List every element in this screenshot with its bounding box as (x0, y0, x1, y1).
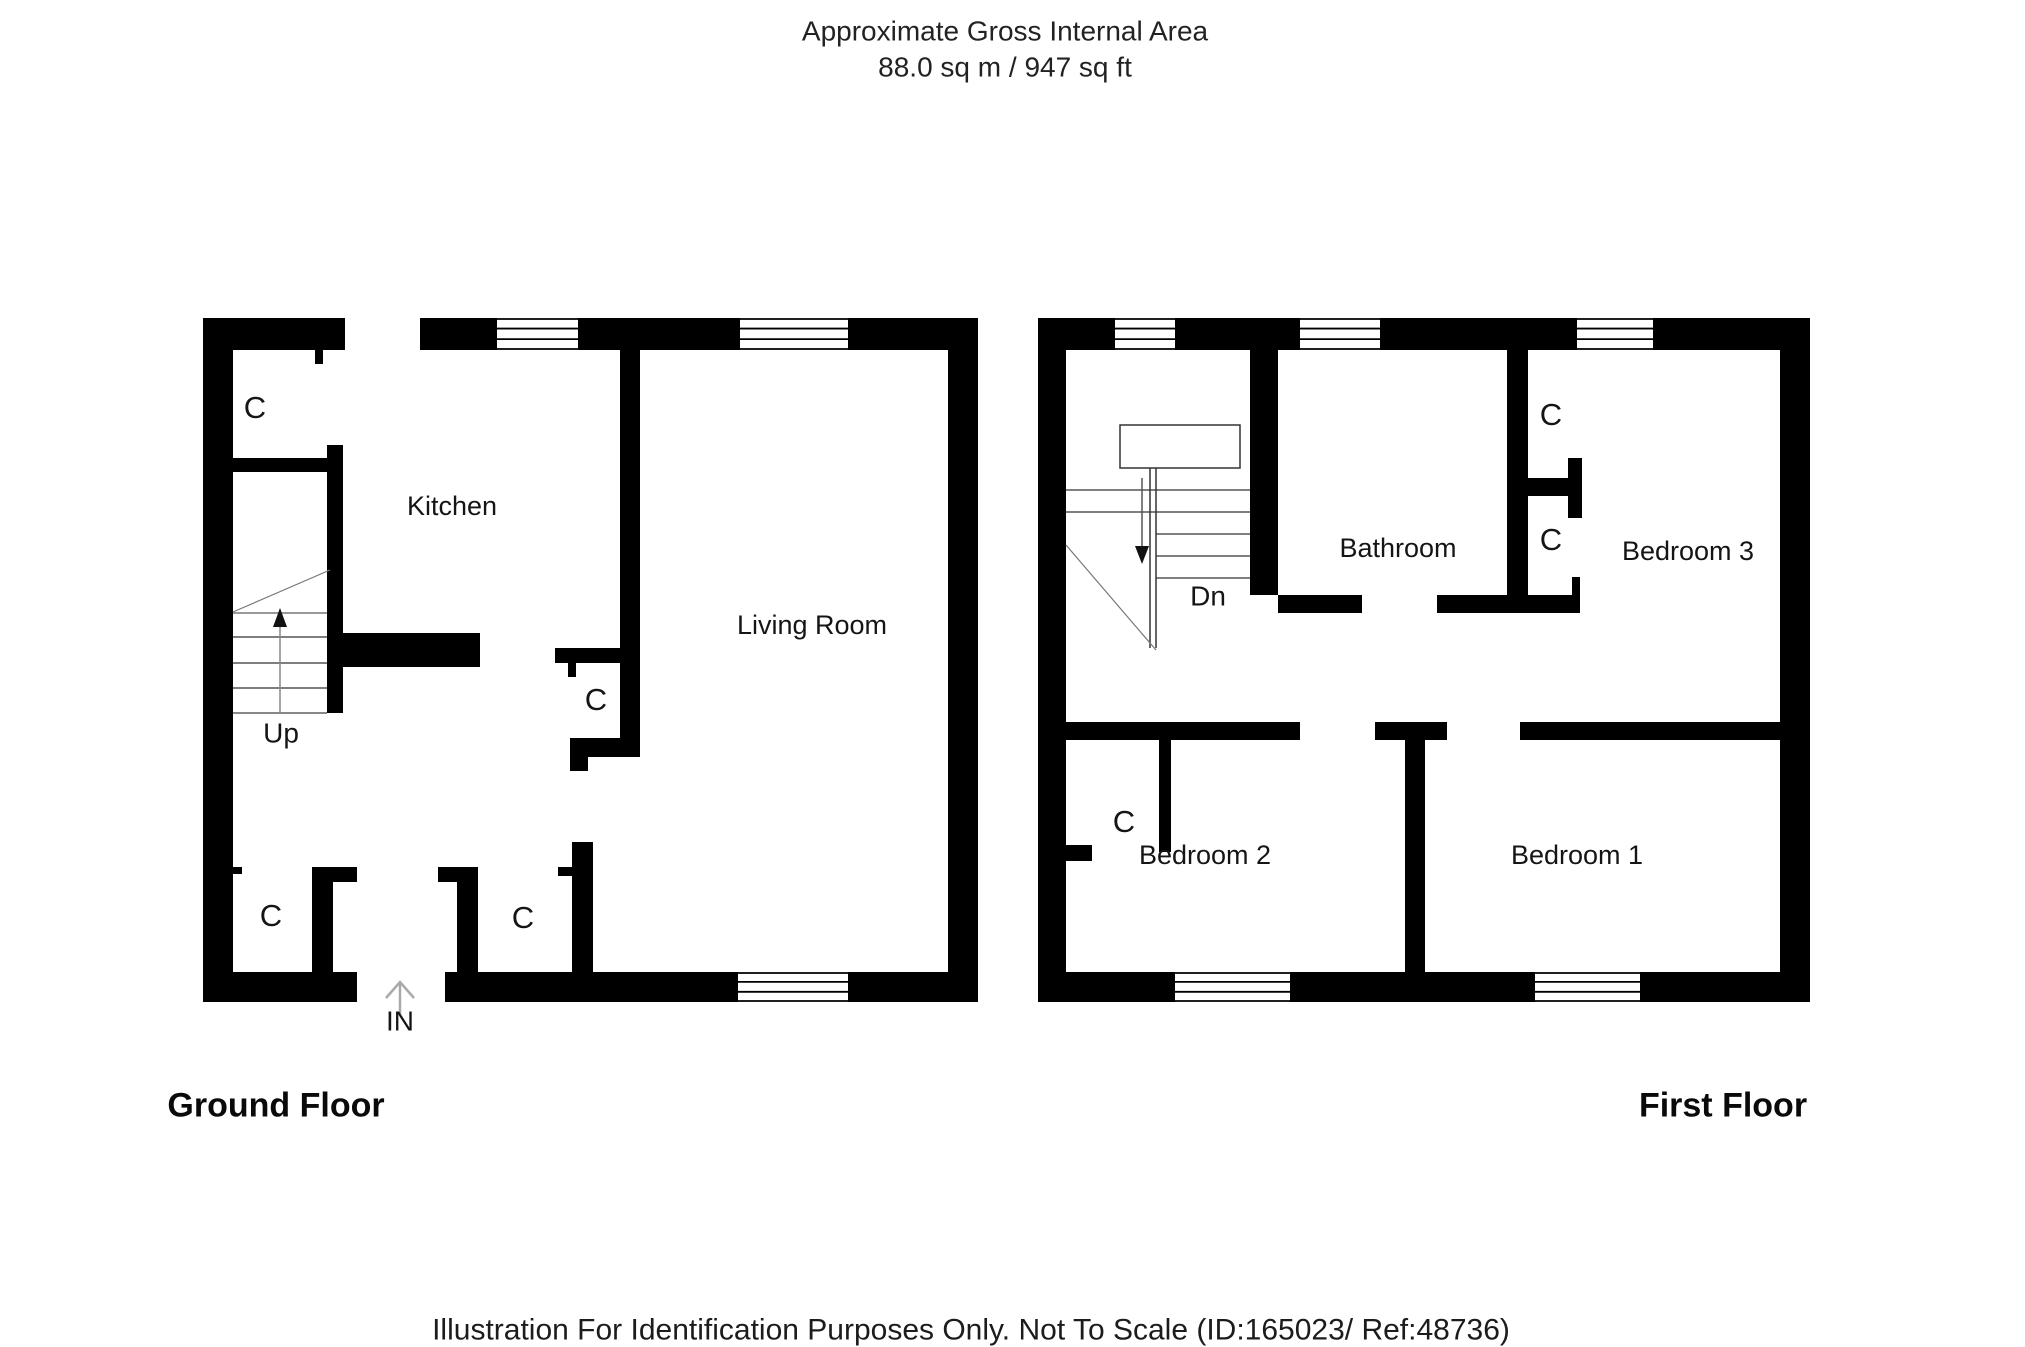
ff-closet-bedroom2-label: C (1112, 803, 1136, 839)
gf-stairs (233, 570, 330, 713)
wall-segment (568, 663, 576, 677)
ff-closet-upper-label: C (1539, 396, 1563, 432)
room-label-bedroom-1: Bedroom 1 (1510, 840, 1644, 871)
gf-closet-bottom-right-label: C (511, 899, 535, 935)
wall-segment (1159, 740, 1171, 852)
window (740, 319, 848, 349)
room-label-bedroom-2: Bedroom 2 (1138, 840, 1272, 871)
wall-segment (1290, 972, 1535, 1002)
wall-segment (1640, 972, 1810, 1002)
wall-segment (233, 458, 333, 472)
wall-segment (315, 350, 323, 364)
wall-segment (572, 842, 593, 972)
ff-closet-lower-label: C (1539, 521, 1563, 557)
ff-stairs (1066, 425, 1250, 650)
page-title-line1: Approximate Gross Internal Area (801, 15, 1209, 47)
window (1577, 319, 1653, 349)
room-label-kitchen: Kitchen (406, 491, 498, 522)
window (1175, 973, 1290, 1001)
wall-segment (327, 472, 343, 713)
wall-segment (848, 972, 978, 1002)
ground-floor-title: Ground Floor (167, 1086, 385, 1125)
window (497, 319, 578, 349)
up-arrow-icon (273, 608, 287, 712)
room-label-bedroom-3: Bedroom 3 (1621, 536, 1755, 567)
wall-segment (1520, 722, 1810, 740)
wall-segment (420, 318, 497, 350)
wall-segment (1038, 972, 1175, 1002)
room-label-living-room: Living Room (736, 610, 888, 641)
wall-segment (203, 972, 357, 1002)
page-title-line2: 88.0 sq m / 947 sq ft (878, 51, 1132, 83)
wall-segment (233, 867, 242, 874)
wall-segment (1780, 318, 1810, 1002)
wall-segment (457, 882, 478, 972)
disclaimer-text: Illustration For Identification Purposes Only. Not To Scale (ID:165023/ Ref:48736) (432, 1313, 1510, 1347)
wall-segment (1572, 577, 1580, 595)
wall-segment (438, 867, 478, 882)
walls-layer (203, 318, 1810, 1002)
wall-segment (558, 867, 572, 876)
wall-segment (1066, 722, 1300, 740)
stair-cut-line (233, 570, 330, 612)
wall-segment (445, 972, 738, 1002)
wall-segment (570, 738, 640, 757)
ff-stairs-label: Dn (1190, 580, 1226, 612)
wall-segment (1507, 350, 1528, 595)
gf-closet-bottom-left-label: C (259, 897, 283, 933)
wall-segment (1528, 478, 1574, 496)
window (1115, 319, 1175, 349)
wall-segment (327, 445, 343, 472)
wall-segment (1375, 722, 1447, 740)
wall-segment (578, 318, 740, 350)
wall-segment (312, 867, 357, 882)
wall-segment (1437, 595, 1580, 613)
window (1535, 973, 1640, 1001)
wall-segment (555, 648, 640, 663)
gf-closet-mid-label: C (584, 681, 608, 717)
wall-segment (203, 318, 233, 1002)
wall-segment (1038, 318, 1066, 1002)
window (1300, 319, 1380, 349)
gf-closet-top-left-label: C (243, 389, 267, 425)
wall-segment (1405, 740, 1425, 972)
room-label-bathroom: Bathroom (1339, 533, 1457, 564)
gf-stairs-label: Up (263, 717, 299, 749)
wall-segment (1380, 318, 1577, 350)
entrance-label: IN (386, 1005, 414, 1037)
wall-segment (343, 633, 480, 667)
wall-segment (570, 757, 588, 771)
wall-segment (620, 350, 640, 757)
windows-layer (497, 319, 1653, 1001)
wall-segment (1175, 318, 1300, 350)
wall-segment (1250, 350, 1278, 595)
wall-segment (1278, 595, 1362, 613)
first-floor-title: First Floor (1638, 1086, 1808, 1125)
wall-segment (948, 318, 978, 1002)
down-arrow-icon (1135, 478, 1149, 564)
wall-segment (1066, 845, 1092, 861)
wall-segment (1568, 458, 1582, 518)
wall-segment (312, 882, 333, 972)
window (738, 973, 848, 1001)
